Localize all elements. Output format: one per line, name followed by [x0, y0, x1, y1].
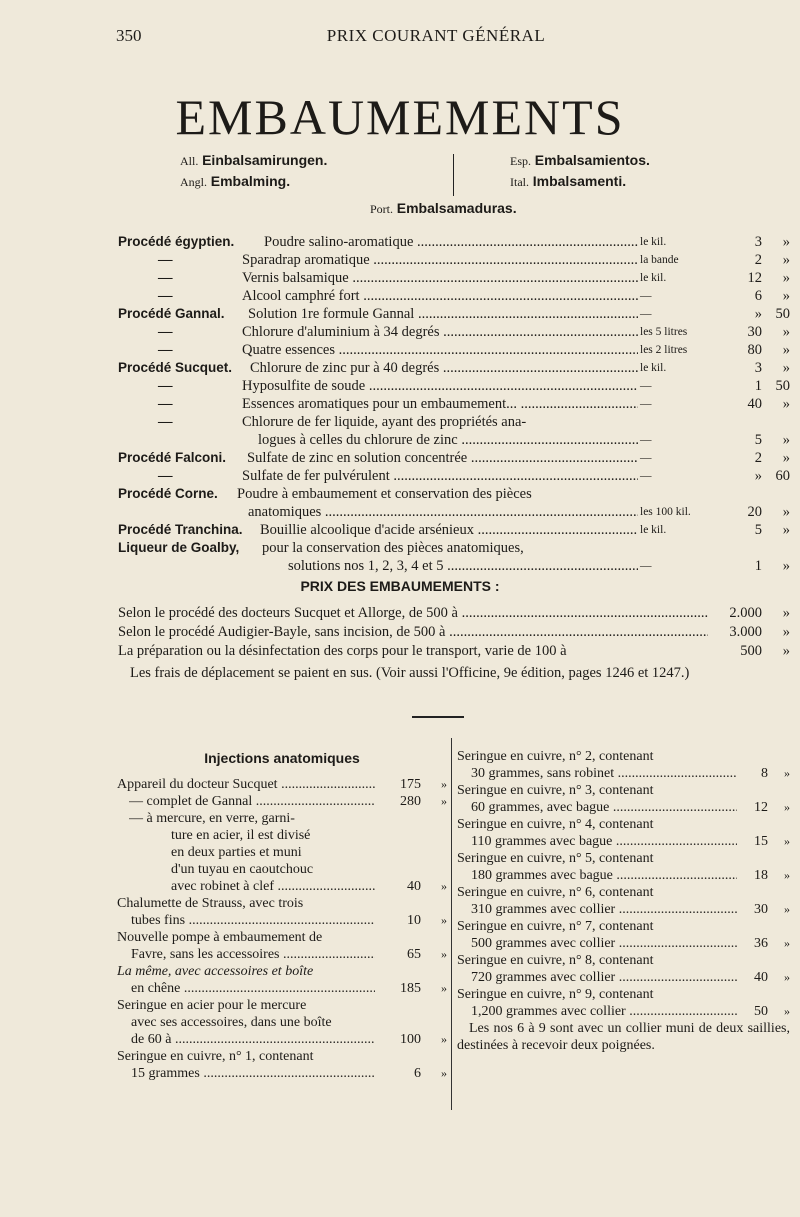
price-value: 40 — [407, 879, 421, 894]
injection-text: Nouvelle pompe à embaumement de — [117, 930, 323, 945]
injection-line — [457, 867, 790, 884]
injection-text: — complet de Gannal ..... — [129, 793, 375, 810]
injection-text: Seringue en cuivre, n° 2, contenant — [457, 749, 654, 764]
price-value: 15 — [754, 834, 768, 849]
price-cents: » — [782, 504, 790, 520]
product-row — [118, 251, 790, 269]
prix-row — [118, 604, 790, 623]
price-cents: » — [782, 396, 790, 412]
product-unit: les 5 litres — [638, 323, 710, 341]
price-cents: » — [782, 450, 790, 466]
product-row — [118, 377, 790, 395]
injection-text: Chalumette de Strauss, avec trois — [117, 896, 304, 911]
product-row — [118, 341, 790, 359]
product-name: Hyposulfite de soude ..... — [242, 377, 638, 395]
product-name: Chlorure de zinc pur à 40 degrés ..... — [250, 359, 638, 377]
translation-lang: All. — [180, 154, 199, 168]
product-name: Chlorure de fer liquide, ayant des propriétés ana- — [242, 414, 527, 430]
injection-line — [117, 963, 447, 980]
injection-line — [117, 1065, 447, 1082]
prix-description: La préparation ou la désinfectation des corps pour le transport, varie de 100 à — [118, 643, 567, 659]
translation-row — [510, 152, 720, 173]
injection-text: Appareil du docteur Sucquet ..... — [117, 776, 375, 793]
injections-left-lines — [117, 776, 447, 1082]
product-row — [118, 395, 790, 413]
injection-text: 180 grammes avec bague ..... — [471, 867, 737, 884]
translation-row — [510, 173, 720, 194]
injection-text: Seringue en cuivre, n° 1, contenant — [117, 1049, 314, 1064]
product-row — [118, 431, 790, 449]
injection-line — [457, 918, 790, 935]
ditto-mark: — — [158, 270, 173, 286]
price-value: » — [754, 306, 762, 322]
product-unit: — — [638, 305, 710, 323]
ditto-mark: — — [158, 378, 173, 394]
product-row — [118, 557, 790, 575]
price-value: 36 — [754, 936, 768, 951]
translation-row — [180, 173, 445, 194]
product-name: Sparadrap aromatique ..... — [242, 251, 638, 269]
injection-line — [117, 912, 447, 929]
product-name: pour la conservation des pièces anatomiques, — [262, 540, 524, 556]
price-cents: » — [782, 643, 790, 659]
translation-term: Imbalsamenti. — [532, 173, 627, 189]
price-cents: » — [441, 947, 447, 961]
price-value: 5 — [754, 432, 762, 448]
product-name: Vernis balsamique ..... — [242, 269, 638, 287]
injection-line — [117, 895, 447, 912]
price-cents: » — [441, 794, 447, 808]
travel-note: Les frais de déplacement se paient en sus. (Voir aussi l'Officine, 9e édition, pages 1246 et 1247.) — [130, 665, 690, 681]
price-value: 3 — [754, 234, 762, 250]
injection-line — [117, 793, 447, 810]
injection-line — [457, 935, 790, 952]
price-value: 80 — [747, 342, 762, 358]
injection-line — [457, 799, 790, 816]
price-value: 40 — [754, 970, 768, 985]
injection-text: 30 grammes, sans robinet ..... — [471, 765, 737, 782]
injection-line — [117, 844, 447, 861]
injection-line — [117, 776, 447, 793]
price-value: 1 — [754, 558, 762, 574]
injection-text: avec ses accessoires, dans une boîte — [131, 1015, 332, 1030]
translation-lang: Ital. — [510, 175, 529, 189]
ditto-mark: — — [158, 252, 173, 268]
translation-term: Embalsamientos. — [534, 152, 650, 168]
injection-line — [457, 748, 790, 765]
price-value: 2.000 — [729, 605, 762, 621]
injection-text: 60 grammes, avec bague ..... — [471, 799, 737, 816]
product-name: logues à celles du chlorure de zinc ..... — [258, 431, 638, 449]
product-unit: — — [638, 287, 710, 305]
injection-text: 310 grammes avec collier ..... — [471, 901, 737, 918]
price-cents: » — [784, 834, 790, 848]
price-value: 6 — [754, 288, 762, 304]
product-name: Sulfate de zinc en solution concentrée ..... — [247, 449, 638, 467]
price-cents: » — [784, 902, 790, 916]
price-cents: 50 — [775, 306, 790, 322]
price-value: 5 — [754, 522, 762, 538]
translations-right — [510, 152, 720, 194]
prix-description: Selon le procédé Audigier-Bayle, sans incision, de 500 à ..... — [118, 623, 708, 642]
injection-text: en chêne ..... — [131, 980, 375, 997]
price-value: 175 — [400, 777, 421, 792]
product-row — [118, 323, 790, 341]
price-value: 12 — [754, 800, 768, 815]
translation-lang: Angl. — [180, 175, 207, 189]
product-row — [118, 503, 790, 521]
injections-title: Injections anatomiques — [204, 750, 360, 766]
injection-text: 720 grammes avec collier ..... — [471, 969, 737, 986]
translation-lang: Port. — [370, 202, 394, 216]
price-cents: » — [784, 800, 790, 814]
product-row — [118, 449, 790, 467]
injection-text: La même, avec accessoires et boîte — [117, 964, 314, 979]
price-cents: » — [782, 252, 790, 268]
injection-line — [457, 1003, 790, 1020]
price-value: 40 — [747, 396, 762, 412]
price-cents: » — [784, 970, 790, 984]
injection-line — [457, 969, 790, 986]
product-procedure: Liqueur de Goalby, — [118, 540, 240, 555]
product-unit: les 2 litres — [638, 341, 710, 359]
price-cents: » — [782, 432, 790, 448]
product-unit: — — [638, 449, 710, 467]
product-name: Sulfate de fer pulvérulent ..... — [242, 467, 638, 485]
product-name: Bouillie alcoolique d'acide arsénieux ..... — [260, 521, 638, 539]
price-cents: » — [782, 288, 790, 304]
product-name: Chlorure d'aluminium à 34 degrés ..... — [242, 323, 638, 341]
product-unit: — — [638, 395, 710, 413]
price-cents: » — [441, 981, 447, 995]
injection-text: tubes fins ..... — [131, 912, 375, 929]
prix-row — [118, 642, 790, 661]
ditto-mark: — — [158, 288, 173, 304]
product-procedure: Procédé Sucquet. — [118, 360, 233, 375]
prix-title: PRIX DES EMBAUMEMENTS : — [300, 578, 500, 594]
price-value: 65 — [407, 947, 421, 962]
price-cents: » — [441, 1066, 447, 1080]
injection-line — [457, 816, 790, 833]
price-value: 12 — [747, 270, 762, 286]
price-value: 1 — [754, 378, 762, 394]
product-name: anatomiques ..... — [248, 503, 638, 521]
prix-row — [118, 623, 790, 642]
translation-lang: Esp. — [510, 154, 531, 168]
column-divider — [451, 738, 452, 1110]
product-list — [118, 233, 790, 575]
price-cents: 50 — [775, 378, 790, 394]
price-cents: » — [782, 342, 790, 358]
price-value: 6 — [414, 1066, 421, 1081]
translations-left — [180, 152, 445, 194]
injection-line — [457, 833, 790, 850]
price-cents: » — [441, 777, 447, 791]
ditto-mark: — — [158, 342, 173, 358]
injection-text: 15 grammes ..... — [131, 1065, 375, 1082]
page-title: EMBAUMEMENTS — [175, 89, 625, 145]
injection-text: Seringue en acier pour le mercure — [117, 998, 307, 1013]
product-row — [118, 359, 790, 377]
price-value: 3 — [754, 360, 762, 376]
product-unit: la bande — [638, 251, 710, 269]
price-cents: » — [441, 879, 447, 893]
translation-term: Einbalsamirungen. — [202, 152, 328, 168]
injection-line — [117, 810, 447, 827]
product-row — [118, 485, 790, 503]
injection-text: Seringue en cuivre, n° 6, contenant — [457, 885, 654, 900]
injections-closing-note: Les nos 6 à 9 sont avec un collier muni de deux saillies, destinées à recevoir deux poignées. — [457, 1021, 790, 1053]
product-name: Poudre à embaumement et conservation des pièces — [237, 486, 532, 502]
translations-block — [180, 152, 700, 224]
price-cents: » — [782, 558, 790, 574]
product-name: Poudre salino-aromatique ..... — [264, 233, 638, 251]
ditto-mark: — — [158, 396, 173, 412]
injection-line — [457, 765, 790, 782]
price-value: 2 — [754, 252, 762, 268]
translation-row — [180, 152, 445, 173]
price-value: 100 — [400, 1032, 421, 1047]
ditto-mark: — — [158, 324, 173, 340]
price-value: 10 — [407, 913, 421, 928]
injection-line — [457, 850, 790, 867]
injection-line — [457, 782, 790, 799]
injection-line — [117, 827, 447, 844]
product-procedure: Procédé Falconi. — [118, 450, 227, 465]
injection-line — [457, 901, 790, 918]
price-value: 2 — [754, 450, 762, 466]
injection-line — [117, 861, 447, 878]
injection-line — [457, 884, 790, 901]
injection-text: 500 grammes avec collier ..... — [471, 935, 737, 952]
product-row — [118, 233, 790, 251]
injection-line — [457, 986, 790, 1003]
price-cents: » — [782, 270, 790, 286]
price-value: 8 — [761, 766, 768, 781]
product-name: solutions nos 1, 2, 3, 4 et 5 ..... — [288, 557, 638, 575]
product-unit: — — [638, 431, 710, 449]
price-value: 3.000 — [729, 624, 762, 640]
running-header — [112, 26, 760, 46]
injection-line — [117, 878, 447, 895]
translation-port — [370, 200, 517, 218]
injection-text: Seringue en cuivre, n° 3, contenant — [457, 783, 654, 798]
injection-text: Seringue en cuivre, n° 9, contenant — [457, 987, 654, 1002]
injections-right-lines — [457, 748, 790, 1020]
injection-text: — à mercure, en verre, garni- — [129, 811, 295, 826]
injection-line — [117, 929, 447, 946]
product-procedure: Procédé Gannal. — [118, 306, 225, 321]
price-cents: » — [784, 868, 790, 882]
price-value: 30 — [754, 902, 768, 917]
injection-text: Favre, sans les accessoires ..... — [131, 946, 375, 963]
product-procedure: Procédé Tranchina. — [118, 522, 243, 537]
price-cents: » — [782, 605, 790, 621]
price-value: 185 — [400, 981, 421, 996]
price-value: » — [754, 468, 762, 484]
product-unit: — — [638, 377, 710, 395]
injection-text: Seringue en cuivre, n° 8, contenant — [457, 953, 654, 968]
injection-text: en deux parties et muni — [171, 845, 302, 860]
product-row — [118, 305, 790, 323]
product-row — [118, 269, 790, 287]
price-cents: » — [784, 766, 790, 780]
price-cents: » — [784, 1004, 790, 1018]
ditto-mark: — — [158, 414, 173, 430]
price-value: 30 — [747, 324, 762, 340]
page-number: 350 — [116, 26, 142, 45]
injection-line — [117, 1031, 447, 1048]
injection-text: Seringue en cuivre, n° 5, contenant — [457, 851, 654, 866]
injection-text: ture en acier, il est divisé — [171, 828, 311, 843]
price-cents: » — [782, 624, 790, 640]
section-rule — [412, 716, 464, 718]
injection-text: d'un tuyau en caoutchouc — [171, 862, 314, 877]
injections-right-column — [457, 748, 790, 1053]
product-unit: — — [638, 467, 710, 485]
product-name: Quatre essences ..... — [242, 341, 638, 359]
price-cents: » — [782, 360, 790, 376]
price-cents: » — [784, 936, 790, 950]
price-cents: » — [782, 522, 790, 538]
translation-divider — [453, 154, 454, 196]
product-unit: — — [638, 557, 710, 575]
product-name: Essences aromatiques pour un embaumement... ..... — [242, 395, 638, 413]
injection-text: avec robinet à clef ..... — [171, 878, 375, 895]
product-unit: le kil. — [638, 521, 710, 539]
price-cents: » — [441, 1032, 447, 1046]
injection-text: de 60 à ..... — [131, 1031, 375, 1048]
injection-text: Seringue en cuivre, n° 4, contenant — [457, 817, 654, 832]
injection-line — [117, 1048, 447, 1065]
injection-text: 1,200 grammes avec collier ..... — [471, 1003, 737, 1020]
price-cents: 60 — [775, 468, 790, 484]
injection-line — [457, 952, 790, 969]
product-unit: les 100 kil. — [638, 503, 710, 521]
price-cents: » — [782, 234, 790, 250]
price-cents: » — [441, 913, 447, 927]
injection-text: Seringue en cuivre, n° 7, contenant — [457, 919, 654, 934]
product-name: Alcool camphré fort ..... — [242, 287, 638, 305]
product-row — [118, 521, 790, 539]
injection-line — [117, 1014, 447, 1031]
prix-list — [118, 604, 790, 661]
product-row — [118, 467, 790, 485]
price-value: 280 — [400, 794, 421, 809]
product-row — [118, 413, 790, 431]
prix-description: Selon le procédé des docteurs Sucquet et Allorge, de 500 à ..... — [118, 604, 708, 623]
running-title: PRIX COURANT GÉNÉRAL — [326, 26, 546, 45]
product-unit: le kil. — [638, 269, 710, 287]
injection-line — [117, 997, 447, 1014]
translation-term: Embalming. — [210, 173, 291, 189]
injection-line — [117, 980, 447, 997]
product-row — [118, 539, 790, 557]
product-row — [118, 287, 790, 305]
product-name: Solution 1re formule Gannal ..... — [248, 305, 638, 323]
price-value: 18 — [754, 868, 768, 883]
product-procedure: Procédé égyptien. — [118, 234, 235, 249]
product-unit: le kil. — [638, 233, 710, 251]
injections-left-column — [117, 748, 447, 1082]
price-value: 500 — [740, 643, 762, 659]
ditto-mark: — — [158, 468, 173, 484]
price-cents: » — [782, 324, 790, 340]
translation-term: Embalsamaduras. — [396, 200, 517, 216]
price-value: 20 — [747, 504, 762, 520]
injection-text: 110 grammes avec bague ..... — [471, 833, 737, 850]
injection-line — [117, 946, 447, 963]
product-procedure: Procédé Corne. — [118, 486, 218, 501]
price-value: 50 — [754, 1004, 768, 1019]
product-unit: le kil. — [638, 359, 710, 377]
